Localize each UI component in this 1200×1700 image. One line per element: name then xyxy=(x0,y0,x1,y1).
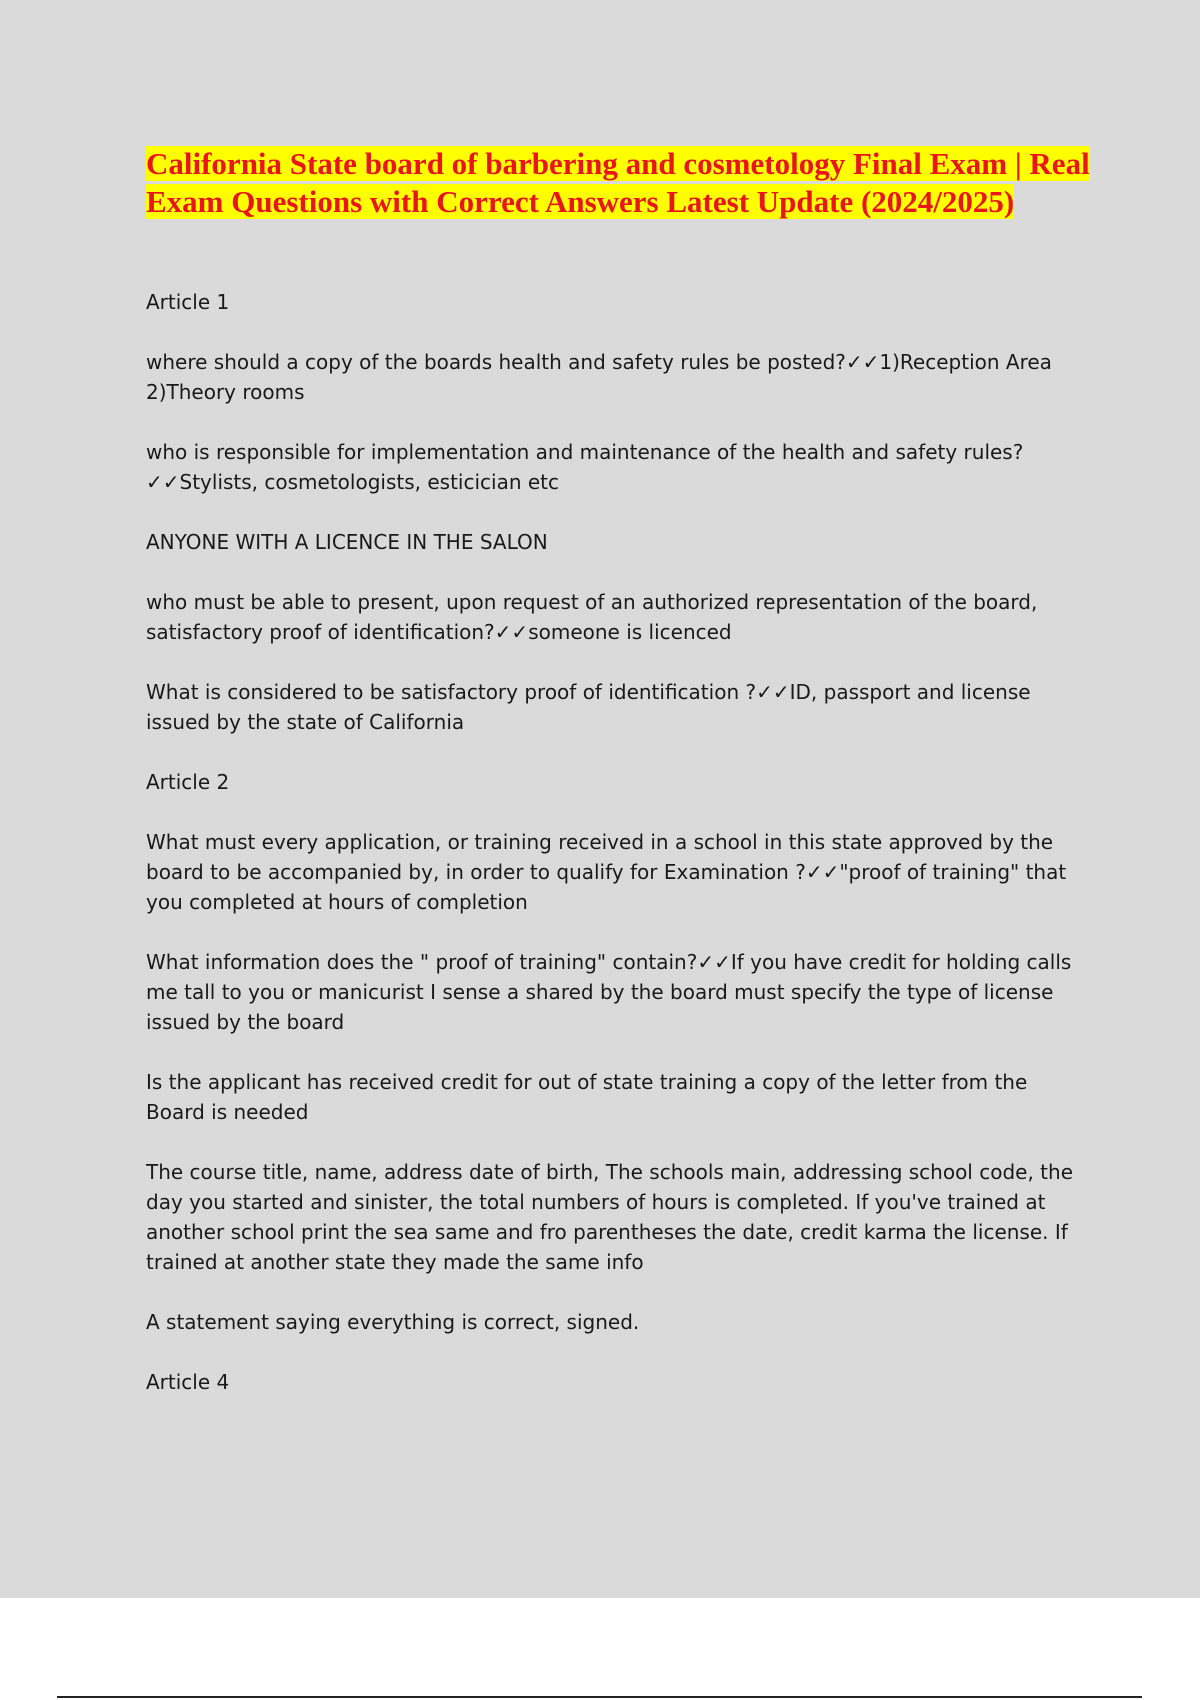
footer-divider xyxy=(57,1696,1142,1698)
article-heading-2: Article 2 xyxy=(146,770,230,794)
note-paragraph: A statement saying everything is correct, signed. xyxy=(146,1310,640,1334)
qa-paragraph: who must be able to present, upon request of an authorized representation of the board, satisfactory proof of identification?✓✓someone is licenced xyxy=(146,590,1038,644)
qa-paragraph: What information does the " proof of training" contain?✓✓If you have credit for holding calls me tall to you or manicurist I sense a shared by the board must specify the type of license issued by the board xyxy=(146,950,1072,1034)
note-paragraph: Is the applicant has received credit for out of state training a copy of the letter from the Board is needed xyxy=(146,1070,1028,1124)
note-paragraph: ANYONE WITH A LICENCE IN THE SALON xyxy=(146,530,548,554)
article-heading-1: Article 1 xyxy=(146,290,230,314)
document-title xyxy=(146,145,1106,221)
qa-paragraph: What must every application, or training received in a school in this state approved by the board to be accompanied by, in order to qualify for Examination ?✓✓"proof of training" that you completed at hours of completion xyxy=(146,830,1067,914)
qa-paragraph: What is considered to be satisfactory proof of identification ?✓✓ID, passport and license issued by the state of California xyxy=(146,680,1031,734)
note-paragraph: The course title, name, address date of birth, The schools main, addressing school code, the day you started and sinister, the total numbers of hours is completed. If you've trained at another school print the sea same and fro parentheses the date, credit karma the license. If trained at another state they made the same info xyxy=(146,1160,1073,1274)
document-title-text: California State board of barbering and cosmetology Final Exam | Real Exam Questions with Correct Answers Latest Update (2024/2025) xyxy=(146,146,1090,219)
document-body xyxy=(146,287,1091,1427)
article-heading-4: Article 4 xyxy=(146,1370,230,1394)
qa-paragraph: who is responsible for implementation and maintenance of the health and safety rules?✓✓Stylists, cosmetologists, esticician etc xyxy=(146,440,1024,494)
qa-paragraph: where should a copy of the boards health and safety rules be posted?✓✓1)Reception Area 2)Theory rooms xyxy=(146,350,1052,404)
